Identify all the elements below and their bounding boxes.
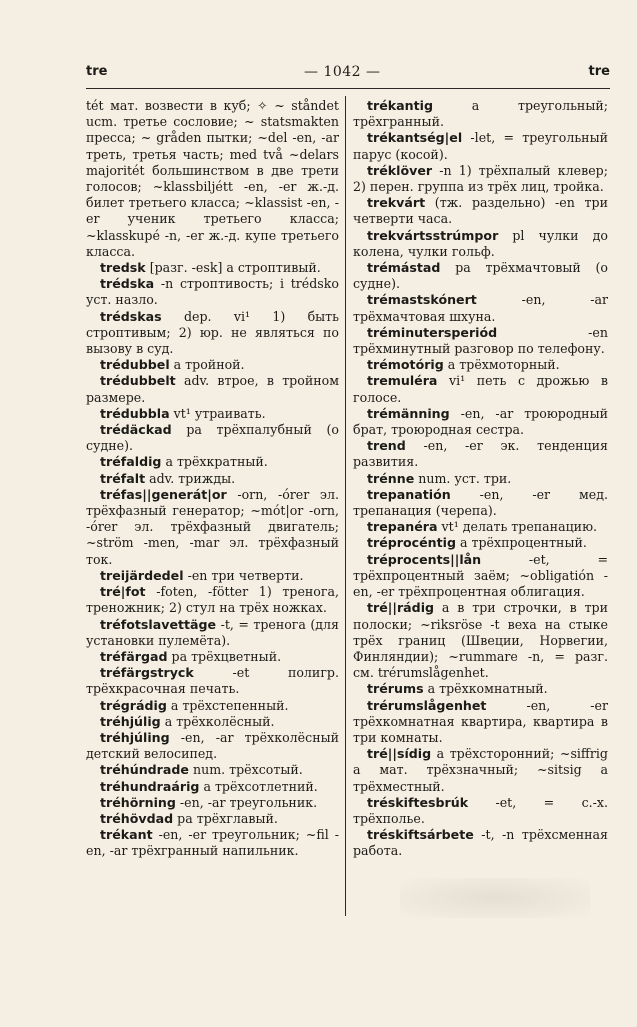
dictionary-entry — [353, 600, 608, 681]
entry-definition: -en трёхминутный разговор по телефону. — [353, 324, 608, 357]
dictionary-entry — [86, 487, 339, 568]
entry-headword: tréhörning — [100, 794, 176, 810]
header-rule — [86, 88, 610, 89]
dictionary-entry — [86, 98, 339, 260]
dictionary-entry — [86, 795, 339, 811]
dictionary-entry — [353, 698, 608, 747]
entry-headword: trekvárt — [367, 195, 426, 211]
entry-headword: tréhjúlig — [100, 713, 161, 729]
dictionary-entry — [86, 454, 339, 470]
dictionary-entry — [86, 698, 339, 714]
entry-headword: trémänning — [367, 405, 450, 421]
entry-definition: a треугольный; трёхгранный. — [353, 98, 608, 130]
entry-headword: tréskiftsárbete — [367, 827, 474, 843]
dictionary-entry — [86, 649, 339, 665]
entry-definition: (тж. раздельно) -en три четверти часа. — [353, 195, 608, 227]
entry-headword: tréfärgad — [100, 648, 168, 664]
page-number: — 1042 — — [304, 64, 381, 80]
entry-headword: tréklöver — [367, 162, 433, 178]
entry-definition: -t, -n трёхсменная работа. — [353, 827, 608, 859]
entry-headword: trékant — [100, 827, 153, 843]
entry-headword: trepanéra — [367, 519, 438, 535]
entry-definition: adv. втрое, в тройном размере. — [86, 373, 339, 405]
entry-definition: a трёхкомнатный. — [427, 681, 548, 697]
entry-headword: trérumslågenhet — [367, 697, 487, 713]
dictionary-entry — [353, 163, 608, 195]
entry-definition: -t, = тренога (для установки пулемёта). — [86, 616, 339, 648]
dictionary-entry — [353, 795, 608, 827]
dictionary-entry — [353, 98, 608, 130]
entry-headword: tréfaldig — [100, 454, 162, 470]
entry-definition: -en, -er эк. тенденция развития. — [353, 438, 608, 470]
dictionary-entry — [86, 406, 339, 422]
entry-headword: trédubbel — [100, 357, 170, 373]
dictionary-entry — [353, 438, 608, 470]
entry-definition: a трёхпроцентный. — [460, 535, 587, 551]
entry-headword: tréprocéntig — [367, 535, 456, 551]
entry-definition: -en три четверти. — [187, 567, 304, 583]
entry-headword: tredsk — [100, 260, 146, 276]
dictionary-entry — [353, 228, 608, 260]
entry-headword: tremuléra — [367, 373, 438, 389]
entry-headword: trédska — [100, 276, 155, 292]
entry-headword: tréfotslavettäge — [100, 616, 217, 632]
entry-definition: -foten, -fötter 1) тренога, треножник; 2) стул на трёх ножках. — [86, 584, 339, 616]
dictionary-entry — [353, 325, 608, 357]
dictionary-entry — [353, 130, 608, 162]
entry-headword: trékantig — [367, 98, 433, 113]
entry-headword: trénne — [367, 470, 415, 486]
dictionary-entry — [353, 681, 608, 697]
dictionary-entry — [353, 260, 608, 292]
left-column — [86, 98, 339, 928]
entry-definition: -en, -er треугольник; ~fil -en, -ar трёхгранный напильник. — [86, 827, 339, 859]
dictionary-entry — [86, 730, 339, 762]
entry-definition: -en, -ar трёхмачтовая шхуна. — [353, 292, 608, 324]
entry-definition: a трёхкратный. — [165, 454, 268, 470]
entry-headword: tréhundraárig — [100, 778, 200, 794]
entry-definition: -en, -ar треугольник. — [179, 794, 318, 810]
dictionary-entry — [353, 292, 608, 324]
entry-definition: -et, = трёхпроцентный заём; ~obligatión -en, -er трёхпроцентная облигация. — [353, 551, 608, 600]
entry-definition: tét мат. возвести в куб; ✧ ~ ståndet ucm. третье сословие; ~ statsmakten пресса; ~ gråden пытки; ~del -en, -ar треть, третья часть; med två ~delars majoritét большинством в две трети голосов; ~klassbiljétt -en, -er ж.-д. билет третьего класса; ~klassist -en, -er ученик третьего класса; ~klasskupé -n, -er ж.-д. купе третьего класса. — [86, 98, 339, 259]
dictionary-entry — [86, 309, 339, 358]
right-column — [353, 98, 608, 928]
entry-definition: dep. vi¹ 1) быть строптивым; 2) юр. не являться по вызову в суд. — [86, 308, 339, 357]
entry-definition: adv. трижды. — [149, 470, 236, 486]
dictionary-entry — [86, 276, 339, 308]
entry-headword: tréfärgstryck — [100, 665, 194, 681]
entry-definition: a трёхсторонний; ~siffrig a мат. трёхзначный; ~sitsig a трёхместный. — [353, 746, 608, 794]
entry-headword: trémotórig — [367, 357, 444, 373]
dictionary-entry — [353, 827, 608, 859]
entry-definition: -let, = треугольный парус (косой). — [353, 130, 608, 162]
dictionary-entry — [86, 373, 339, 405]
entry-definition: [разг. -esk] a строптивый. — [149, 260, 321, 276]
dictionary-entry — [353, 195, 608, 227]
entry-headword: trekvártsstrúmpor — [367, 227, 499, 243]
entry-headword: tréhövdad — [100, 810, 174, 826]
entry-definition: a трёхстепенный. — [170, 697, 289, 713]
dictionary-entry — [353, 519, 608, 535]
entry-headword: trédäckad — [100, 422, 172, 438]
dictionary-entry — [353, 487, 608, 519]
entry-definition: -en, -er трёхкомнатная квартира, квартира в три комнаты. — [353, 697, 608, 745]
entry-headword: trédskas — [100, 308, 162, 324]
dictionary-entry — [86, 811, 339, 827]
dictionary-entry — [353, 373, 608, 405]
entry-definition: -et полигр. трёхкрасочная печать. — [86, 665, 339, 697]
dictionary-entry — [86, 568, 339, 584]
entry-headword: trédubbla — [100, 405, 170, 421]
entry-definition: -en, -ar трёхколёсный детский велосипед. — [86, 729, 339, 762]
left-guide-word: tre — [86, 64, 108, 79]
paper-stain — [400, 878, 590, 918]
entry-headword: tré|fot — [100, 584, 146, 600]
entry-headword: trégrádig — [100, 697, 167, 713]
entry-headword: trékantség|el — [367, 130, 463, 146]
entry-definition: -n 1) трёхпалый клевер; 2) перен. группа из трёх лиц, тройка. — [353, 162, 608, 195]
entry-headword: tréhjúling — [100, 729, 170, 745]
entry-definition: num. уст. три. — [418, 470, 512, 486]
column-divider — [345, 96, 346, 916]
entry-definition: pa трёхглавый. — [177, 810, 278, 826]
dictionary-entry — [86, 260, 339, 276]
dictionary-entry — [86, 617, 339, 649]
dictionary-entry — [86, 584, 339, 616]
entry-headword: treijärdedel — [100, 567, 184, 583]
entry-definition: -n строптивость; i trédsko уст. назло. — [86, 276, 339, 308]
entry-headword: tréfas||generát|or — [100, 486, 227, 502]
entry-headword: trepanatión — [367, 486, 451, 502]
entry-definition: vt¹ делать трепанацию. — [441, 519, 598, 535]
entry-headword: tréhúndrade — [100, 762, 189, 778]
dictionary-entry — [86, 471, 339, 487]
entry-headword: tré||rádig — [367, 600, 435, 616]
entry-headword: trérums — [367, 681, 424, 697]
entry-headword: trémástad — [367, 260, 441, 276]
entry-definition: pl чулки до колена, чулки гольф. — [353, 227, 608, 259]
dictionary-entry — [86, 779, 339, 795]
dictionary-entry — [86, 714, 339, 730]
right-guide-word: tre — [588, 64, 610, 79]
page-header — [86, 64, 610, 86]
entry-definition: a в три строчки, в три полоски; ~riksröse -t веха на стыке трёх границ (Швеции, Норвегии, Финляндии); ~rummare -n, = разг. см. trérumslågenhet. — [353, 600, 608, 681]
entry-definition: -et, = с.-х. трёхполье. — [353, 794, 608, 826]
dictionary-entry — [86, 762, 339, 778]
entry-definition: vi¹ петь с дрожью в голосе. — [353, 373, 608, 405]
entry-headword: tréskiftesbrúk — [367, 794, 469, 810]
dictionary-entry — [86, 357, 339, 373]
entry-definition: pa трёхмачтовый (о судне). — [353, 260, 608, 292]
entry-headword: tréprocents||lån — [367, 551, 482, 567]
dictionary-entry — [86, 665, 339, 697]
entry-definition: vt¹ утраивать. — [173, 405, 266, 421]
dictionary-entry — [353, 535, 608, 551]
entry-definition: -en, -er мед. трепанация (черепа). — [353, 486, 608, 519]
entry-definition: a трёхколёсный. — [164, 713, 275, 729]
entry-definition: -orn, -órer эл. трёхфазный генератор; ~mót|or -orn, -órer эл. трёхфазный двигатель; ~ström -men, -mar эл. трёхфазный ток. — [86, 486, 339, 567]
entry-definition: a тройной. — [173, 357, 245, 373]
entry-definition: num. трёхсотый. — [192, 762, 303, 778]
entry-definition: a трёхмоторный. — [447, 357, 560, 373]
entry-headword: trend — [367, 438, 406, 454]
dictionary-entry — [86, 827, 339, 859]
dictionary-entry — [353, 746, 608, 795]
entry-headword: tréminutersperiód — [367, 324, 498, 340]
entry-headword: trédubbelt — [100, 373, 176, 389]
entry-definition: pa трёхпалубный (о судне). — [86, 422, 339, 454]
entry-definition: a трёхсотлетний. — [203, 778, 318, 794]
dictionary-entry — [353, 357, 608, 373]
dictionary-entry — [353, 406, 608, 438]
entry-headword: tréfalt — [100, 470, 146, 486]
entry-headword: trémastskónert — [367, 292, 477, 308]
entry-definition: -en, -ar троюродный брат, троюродная сестра. — [353, 405, 608, 438]
entry-headword: tré||sídig — [367, 746, 432, 762]
dictionary-entry — [86, 422, 339, 454]
dictionary-entry — [353, 552, 608, 601]
entry-definition: pa трёхцветный. — [171, 648, 282, 664]
dictionary-entry — [353, 471, 608, 487]
